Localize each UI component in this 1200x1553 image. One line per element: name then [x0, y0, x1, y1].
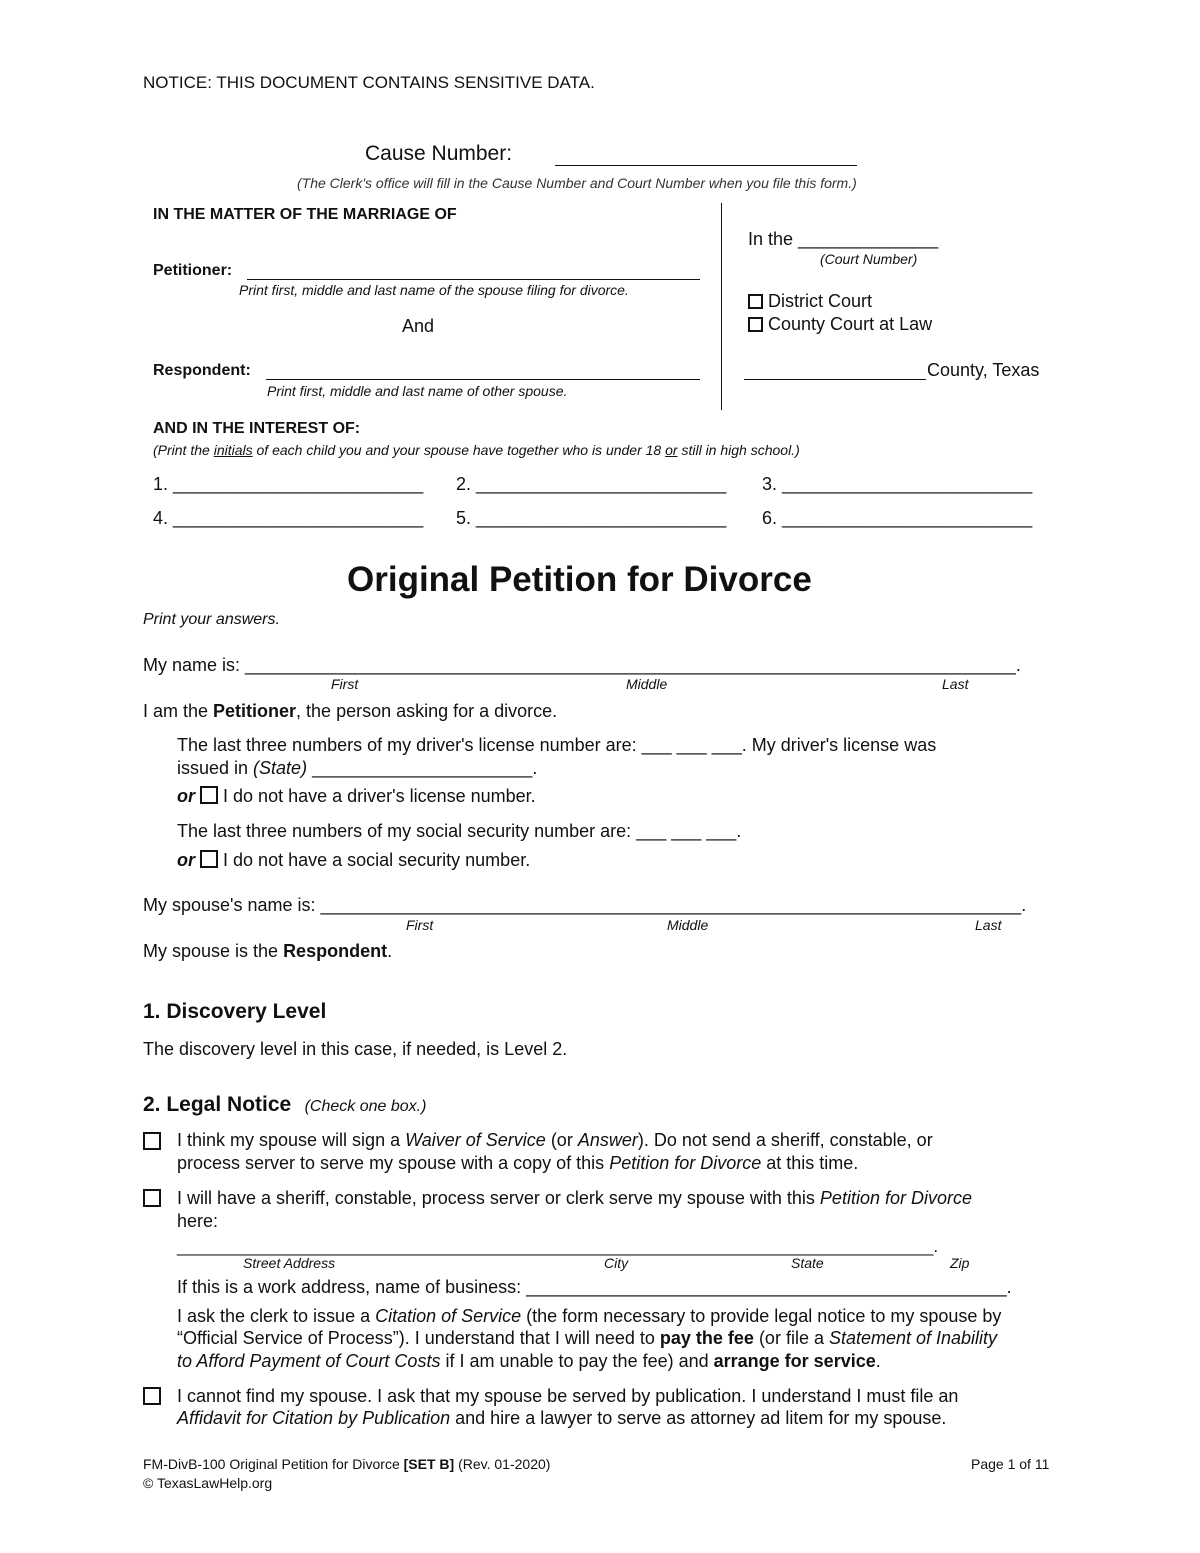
spouse-first-hint: First [406, 917, 434, 933]
no-ssn-option[interactable]: or I do not have a social security number. [177, 850, 531, 870]
checkbox-icon[interactable] [200, 850, 218, 868]
my-name-middle-hint: Middle [626, 676, 668, 692]
no-license-label: I do not have a driver's license number. [223, 786, 536, 806]
discovery-level-text: The discovery level in this case, if needed, is Level 2. [143, 1039, 568, 1059]
citation-line3: to Afford Payment of Court Costs if I am unable to pay the fee) and arrange for service. [177, 1351, 881, 1371]
discovery-level-heading: 1. Discovery Level [143, 1000, 327, 1023]
citation-line1: I ask the clerk to issue a Citation of Service (the form necessary to provide legal notice to my spouse by [177, 1306, 1002, 1326]
publication-checkbox-icon[interactable] [143, 1387, 161, 1405]
street-address-hint: Street Address [243, 1255, 336, 1271]
publication-option-line2: Affidavit for Citation by Publication and hire a lawyer to serve as attorney ad litem for my spouse. [177, 1408, 947, 1428]
service-option-line2: here: [177, 1211, 219, 1231]
checkbox-icon[interactable] [748, 317, 763, 332]
service-address-field[interactable]: ________________________________________________________________________________. [177, 1237, 939, 1256]
respondent-label: Respondent: [153, 362, 251, 379]
city-hint: City [604, 1255, 629, 1271]
waiver-option-line1: I think my spouse will sign a Waiver of Service (or Answer). Do not send a sheriff, constable, or [177, 1130, 933, 1150]
service-checkbox-icon[interactable] [143, 1189, 161, 1207]
citation-line2: “Official Service of Process”). I understand that I will need to pay the fee (or file a Statement of Inability [177, 1328, 998, 1348]
document-title: Original Petition for Divorce [347, 560, 812, 599]
child-initials-5[interactable]: 5. _________________________ [456, 508, 727, 528]
checkbox-icon[interactable] [748, 294, 763, 309]
county-name-field[interactable] [744, 379, 926, 380]
cause-number-label: Cause Number: [365, 142, 513, 165]
copyright: © TexasLawHelp.org [143, 1475, 273, 1491]
cause-number-field[interactable] [555, 165, 857, 166]
no-ssn-label: I do not have a social security number. [223, 850, 531, 870]
license-state-field[interactable]: issued in (State) ______________________. [177, 758, 538, 778]
county-court-label: County Court at Law [768, 314, 933, 334]
no-license-option[interactable]: or I do not have a driver's license number. [177, 786, 536, 806]
marriage-heading: IN THE MATTER OF THE MARRIAGE OF [153, 206, 457, 223]
county-court-option[interactable] [748, 314, 932, 335]
sensitive-data-notice: NOTICE: THIS DOCUMENT CONTAINS SENSITIVE DATA. [143, 73, 595, 92]
my-name-field[interactable]: My name is: _____________________________________________________________________________. [143, 655, 1021, 675]
district-court-label: District Court [768, 291, 873, 311]
child-initials-4[interactable]: 4. _________________________ [153, 508, 424, 528]
petitioner-name-field[interactable] [247, 279, 700, 280]
legal-notice-heading-row [143, 1093, 426, 1117]
child-initials-6[interactable]: 6. _________________________ [762, 508, 1033, 528]
ssn-numbers-field[interactable]: The last three numbers of my social security number are: ___ ___ ___. [177, 821, 742, 841]
petitioner-hint: Print first, middle and last name of the spouse filing for divorce. [239, 282, 629, 298]
interest-note: (Print the initials of each child you and your spouse have together who is under 18 or still in high school.) [153, 442, 800, 458]
legal-notice-hint: (Check one box.) [304, 1098, 427, 1115]
cause-number-note: (The Clerk's office will fill in the Cause Number and Court Number when you file this form.) [297, 175, 857, 191]
checkbox-icon[interactable] [200, 786, 218, 804]
child-initials-3[interactable]: 3. _________________________ [762, 474, 1033, 494]
spouse-role-statement: My spouse is the Respondent. [143, 941, 393, 961]
respondent-hint: Print first, middle and last name of other spouse. [267, 383, 568, 399]
my-name-first-hint: First [331, 676, 359, 692]
spouse-last-hint: Last [975, 917, 1002, 933]
license-numbers-field[interactable]: The last three numbers of my driver's license number are: ___ ___ ___. My driver's license was [177, 735, 937, 755]
waiver-option-line2: process server to serve my spouse with a copy of this Petition for Divorce at this time. [177, 1153, 859, 1173]
county-texas-label: County, Texas [927, 360, 1040, 380]
state-hint: State [791, 1255, 824, 1271]
district-court-option[interactable] [748, 291, 872, 312]
my-name-last-hint: Last [942, 676, 969, 692]
petitioner-label: Petitioner: [153, 262, 233, 279]
caption-divider [721, 203, 722, 410]
waiver-checkbox-icon[interactable] [143, 1132, 161, 1150]
legal-notice-heading: 2. Legal Notice [143, 1093, 292, 1116]
publication-option-line1: I cannot find my spouse. I ask that my spouse be served by publication. I understand I must file an [177, 1386, 959, 1406]
child-initials-1[interactable]: 1. _________________________ [153, 474, 424, 494]
and-label: And [402, 316, 435, 336]
zip-hint: Zip [950, 1255, 970, 1271]
court-number-hint: (Court Number) [820, 251, 918, 267]
spouse-name-field[interactable]: My spouse's name is: ______________________________________________________________________. [143, 895, 1027, 915]
child-initials-2[interactable]: 2. _________________________ [456, 474, 727, 494]
petitioner-statement: I am the Petitioner, the person asking for a divorce. [143, 701, 558, 721]
print-answers-note: Print your answers. [143, 611, 280, 628]
interest-heading: AND IN THE INTEREST OF: [153, 420, 361, 437]
page-number: Page 1 of 11 [971, 1456, 1050, 1472]
respondent-name-field[interactable] [266, 379, 700, 380]
spouse-middle-hint: Middle [667, 917, 709, 933]
court-number-line[interactable]: In the ______________ [748, 229, 939, 249]
form-identifier: FM-DivB-100 Original Petition for Divorce [SET B] (Rev. 01-2020) [143, 1456, 551, 1472]
business-name-field[interactable]: If this is a work address, name of business: ________________________________________________. [177, 1277, 1012, 1297]
service-option-line1: I will have a sheriff, constable, process server or clerk serve my spouse with this Petition for Divorce [177, 1188, 972, 1208]
